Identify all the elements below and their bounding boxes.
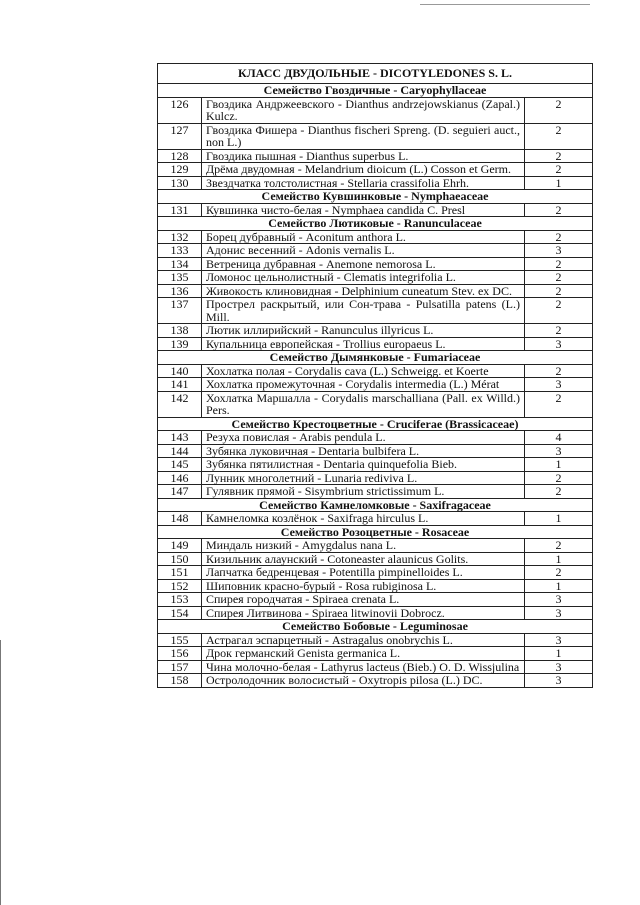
family-header: Семейство Крестоцветные - Cruciferae (Brassicaceae): [158, 417, 593, 431]
status-category: 3: [525, 444, 593, 458]
table-row: [158, 674, 593, 688]
table-row: [158, 149, 593, 163]
species-name: Камнеломка козлёнок - Saxifraga hirculus L.: [202, 512, 525, 526]
status-category: 2: [525, 364, 593, 378]
species-name: Спирея Литвинова - Spiraea litwinovii Dobrocz.: [202, 606, 525, 620]
row-number: 144: [158, 444, 202, 458]
status-category: 3: [525, 633, 593, 647]
species-name: Лунник многолетний - Lunaria rediviva L.: [202, 471, 525, 485]
species-name: Зубянка луковичная - Dentaria bulbifera L.: [202, 444, 525, 458]
family-header: Семейство Камнеломковые - Saxifragaceae: [158, 498, 593, 512]
row-number: 126: [158, 97, 202, 123]
row-number: 156: [158, 647, 202, 661]
table-row: [158, 458, 593, 472]
status-category: 2: [525, 230, 593, 244]
family-header: Семейство Лютиковые - Ranunculaceae: [158, 217, 593, 231]
table-row: [158, 203, 593, 217]
row-number: 149: [158, 539, 202, 553]
header-rule: [420, 4, 590, 5]
table-row: [158, 337, 593, 351]
species-name: Остролодочник волосистый - Oxytropis pilosa (L.) DC.: [202, 674, 525, 688]
table-row: [158, 378, 593, 392]
table-row: [158, 298, 593, 324]
status-category: 2: [525, 284, 593, 298]
status-category: 1: [525, 552, 593, 566]
table-row: [158, 176, 593, 190]
family-header-row: [158, 190, 593, 204]
status-category: 3: [525, 244, 593, 258]
species-name: Зубянка пятилистная - Dentaria quinquefolia Bieb.: [202, 458, 525, 472]
row-number: 157: [158, 660, 202, 674]
table-row: [158, 391, 593, 417]
row-number: 134: [158, 257, 202, 271]
row-number: 136: [158, 284, 202, 298]
status-category: 3: [525, 660, 593, 674]
class-title: КЛАСС ДВУДОЛЬНЫЕ - DICOTYLEDONES S. L.: [158, 64, 593, 84]
table-row: [158, 566, 593, 580]
family-header: Семейство Кувшинковые - Nymphaeaceae: [158, 190, 593, 204]
row-number: 129: [158, 163, 202, 177]
species-name: Хохлатка Маршалла - Corydalis marschalliana (Pall. ex Willd.) Pers.: [202, 391, 525, 417]
status-category: 1: [525, 579, 593, 593]
family-header: Семейство Розоцветные - Rosaceae: [158, 525, 593, 539]
table-row: [158, 552, 593, 566]
status-category: 2: [525, 163, 593, 177]
species-name: Шиповник красно-бурый - Rosa rubiginosa L.: [202, 579, 525, 593]
status-category: 4: [525, 431, 593, 445]
table-row: [158, 660, 593, 674]
row-number: 137: [158, 298, 202, 324]
table-row: [158, 444, 593, 458]
species-name: Гулявник прямой - Sisymbrium strictissimum L.: [202, 485, 525, 499]
table-row: [158, 284, 593, 298]
species-name: Борец дубравный - Aconitum anthora L.: [202, 230, 525, 244]
species-name: Гвоздика Андржеевского - Dianthus andrzejowskianus (Zapal.) Kulcz.: [202, 97, 525, 123]
table-row: [158, 647, 593, 661]
row-number: 151: [158, 566, 202, 580]
family-header-row: [158, 498, 593, 512]
row-number: 128: [158, 149, 202, 163]
status-category: 2: [525, 471, 593, 485]
table-row: [158, 539, 593, 553]
row-number: 133: [158, 244, 202, 258]
row-number: 154: [158, 606, 202, 620]
species-name: Чина молочно-белая - Lathyrus lacteus (Bieb.) O. D. Wissjulina: [202, 660, 525, 674]
row-number: 152: [158, 579, 202, 593]
species-name: Дрёма двудомная - Melandrium dioicum (L.) Cosson et Germ.: [202, 163, 525, 177]
status-category: 2: [525, 324, 593, 338]
species-name: Хохлатка промежуточная - Corydalis intermedia (L.) Mérat: [202, 378, 525, 392]
row-number: 127: [158, 123, 202, 149]
row-number: 131: [158, 203, 202, 217]
table-row: [158, 271, 593, 285]
row-number: 150: [158, 552, 202, 566]
status-category: 2: [525, 123, 593, 149]
species-name: Кувшинка чисто-белая - Nymphaea candida C. Presl: [202, 203, 525, 217]
status-category: 1: [525, 458, 593, 472]
table-row: [158, 230, 593, 244]
family-header-row: [158, 620, 593, 634]
species-name: Лютик иллирийский - Ranunculus illyricus L.: [202, 324, 525, 338]
species-name: Резуха повислая - Arabis pendula L.: [202, 431, 525, 445]
status-category: 2: [525, 203, 593, 217]
family-header-row: [158, 351, 593, 365]
row-number: 158: [158, 674, 202, 688]
row-number: 141: [158, 378, 202, 392]
row-number: 148: [158, 512, 202, 526]
status-category: 2: [525, 566, 593, 580]
status-category: 2: [525, 391, 593, 417]
family-header-row: [158, 217, 593, 231]
species-name: Живокость клиновидная - Delphinium cuneatum Stev. ex DC.: [202, 284, 525, 298]
species-name: Кизильник алаунский - Cotoneaster alaunicus Golits.: [202, 552, 525, 566]
status-category: 2: [525, 271, 593, 285]
species-name: Ветреница дубравная - Anemone nemorosa L.: [202, 257, 525, 271]
status-category: 1: [525, 176, 593, 190]
status-category: 2: [525, 539, 593, 553]
species-table: [157, 63, 593, 688]
species-name: Спирея городчатая - Spiraea crenata L.: [202, 593, 525, 607]
status-category: 1: [525, 647, 593, 661]
species-name: Ломонос цельнолистный - Clematis integrifolia L.: [202, 271, 525, 285]
family-header: Семейство Дымянковые - Fumariaceae: [158, 351, 593, 365]
table-row: [158, 257, 593, 271]
species-table-body: [158, 64, 593, 688]
row-number: 130: [158, 176, 202, 190]
table-row: [158, 471, 593, 485]
status-category: 2: [525, 149, 593, 163]
species-name: Дрок германский Genista germanica L.: [202, 647, 525, 661]
species-name: Астрагал эспарцетный - Astragalus onobrychis L.: [202, 633, 525, 647]
status-category: 3: [525, 378, 593, 392]
species-name: Прострел раскрытый, или Сон-трава - Pulsatilla patens (L.) Mill.: [202, 298, 525, 324]
status-category: 2: [525, 257, 593, 271]
row-number: 147: [158, 485, 202, 499]
status-category: 3: [525, 606, 593, 620]
status-category: 2: [525, 97, 593, 123]
table-row: [158, 123, 593, 149]
species-name: Звездчатка толстолистная - Stellaria crassifolia Ehrh.: [202, 176, 525, 190]
table-row: [158, 512, 593, 526]
row-number: 153: [158, 593, 202, 607]
table-row: [158, 97, 593, 123]
row-number: 139: [158, 337, 202, 351]
species-name: Гвоздика пышная - Dianthus superbus L.: [202, 149, 525, 163]
family-header: Семейство Гвоздичные - Caryophyllaceae: [158, 84, 593, 98]
table-row: [158, 244, 593, 258]
table-row: [158, 485, 593, 499]
row-number: 135: [158, 271, 202, 285]
status-category: 3: [525, 337, 593, 351]
family-header-row: [158, 417, 593, 431]
row-number: 142: [158, 391, 202, 417]
family-header-row: [158, 84, 593, 98]
species-name: Купальница европейская - Trollius europaeus L.: [202, 337, 525, 351]
row-number: 143: [158, 431, 202, 445]
species-name: Адонис весенний - Adonis vernalis L.: [202, 244, 525, 258]
row-number: 138: [158, 324, 202, 338]
status-category: 2: [525, 485, 593, 499]
species-name: Гвоздика Фишера - Dianthus fischeri Spreng. (D. seguieri auct., non L.): [202, 123, 525, 149]
status-category: 1: [525, 512, 593, 526]
table-row: [158, 163, 593, 177]
row-number: 145: [158, 458, 202, 472]
table-row: [158, 606, 593, 620]
class-title-row: [158, 64, 593, 84]
table-row: [158, 324, 593, 338]
family-header-row: [158, 525, 593, 539]
species-name: Миндаль низкий - Amygdalus nana L.: [202, 539, 525, 553]
row-number: 132: [158, 230, 202, 244]
table-row: [158, 593, 593, 607]
status-category: 2: [525, 298, 593, 324]
row-number: 146: [158, 471, 202, 485]
table-row: [158, 364, 593, 378]
table-row: [158, 431, 593, 445]
species-name: Лапчатка бедренцевая - Potentilla pimpinelloides L.: [202, 566, 525, 580]
status-category: 3: [525, 593, 593, 607]
table-row: [158, 633, 593, 647]
row-number: 155: [158, 633, 202, 647]
row-number: 140: [158, 364, 202, 378]
status-category: 3: [525, 674, 593, 688]
family-header: Семейство Бобовые - Leguminosae: [158, 620, 593, 634]
table-row: [158, 579, 593, 593]
scan-edge-line: [0, 640, 1, 905]
species-name: Хохлатка полая - Corydalis cava (L.) Schweigg. et Koerte: [202, 364, 525, 378]
